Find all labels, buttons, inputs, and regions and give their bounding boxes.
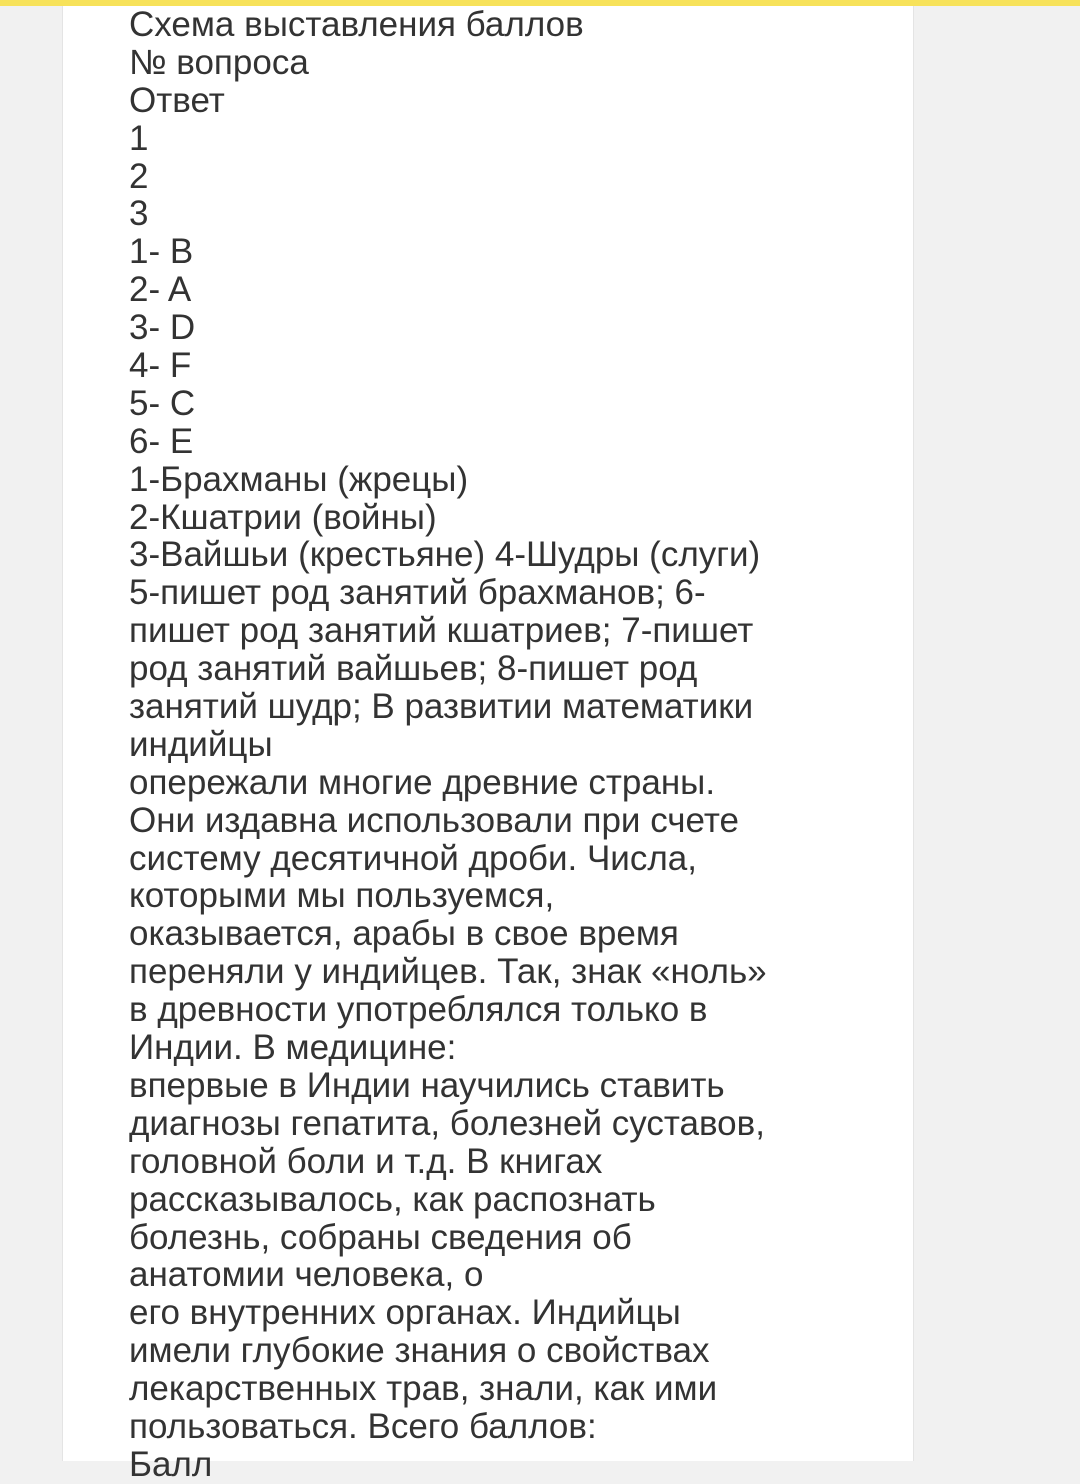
text-line: 2- A — [129, 270, 192, 310]
text-line: индийцы — [129, 724, 273, 764]
text-line: впервые в Индии научились ставить — [129, 1065, 725, 1105]
text-line: пишет род занятий кшатриев; 7-пишет — [129, 611, 754, 651]
text-line: 3- D — [129, 308, 196, 348]
text-line: имели глубокие знания о свойствах — [129, 1331, 710, 1371]
text-line: род занятий вайшьев; 8-пишет род — [129, 649, 698, 689]
text-line: лекарственных трав, знали, как ими — [129, 1369, 718, 1409]
text-line: систему десятичной дроби. Числа, — [129, 838, 697, 878]
text-line: Ответ — [129, 80, 225, 120]
text-line: болезнь, собраны сведения об — [129, 1217, 632, 1257]
text-line: 5-пишет род занятий брахманов; 6- — [129, 573, 706, 613]
text-line: Схема выставления баллов — [129, 5, 584, 44]
text-line: 1- B — [129, 232, 194, 272]
text-line: № вопроса — [129, 42, 309, 82]
text-line: 2-Кшатрии (войны) — [129, 497, 437, 537]
text-line: 4- F — [129, 346, 192, 386]
text-line: головной боли и т.д. В книгах — [129, 1141, 603, 1181]
text-line: 3 — [129, 194, 149, 234]
text-line: которыми мы пользуемся, — [129, 876, 555, 916]
text-line: оказывается, арабы в свое время — [129, 914, 679, 954]
text-line: 6- E — [129, 421, 194, 461]
document-text — [129, 6, 909, 1484]
text-line: 2 — [129, 156, 149, 196]
text-line: в древности употреблялся только в — [129, 990, 708, 1030]
text-line: Они издавна использовали при счете — [129, 800, 739, 840]
text-line: 1-Брахманы (жрецы) — [129, 459, 469, 499]
text-line: опережали многие древние страны. — [129, 762, 716, 802]
text-line: рассказывалось, как распознать — [129, 1179, 656, 1219]
text-line: Балл — [129, 1444, 213, 1484]
text-line: анатомии человека, о — [129, 1255, 484, 1295]
text-line: Индии. В медицине: — [129, 1028, 457, 1068]
text-line: 1 — [129, 118, 149, 158]
text-line: занятий шудр; В развитии математики — [129, 687, 754, 727]
text-line: его внутренних органах. Индийцы — [129, 1293, 681, 1333]
text-line: пользоваться. Всего баллов: — [129, 1406, 597, 1446]
text-line: диагнозы гепатита, болезней суставов, — [129, 1103, 765, 1143]
text-line: переняли у индийцев. Так, знак «ноль» — [129, 952, 767, 992]
document-page — [62, 5, 914, 1484]
text-line: 3-Вайшьи (крестьяне) 4-Шудры (слуги) — [129, 535, 761, 575]
text-line: 5- C — [129, 383, 196, 423]
